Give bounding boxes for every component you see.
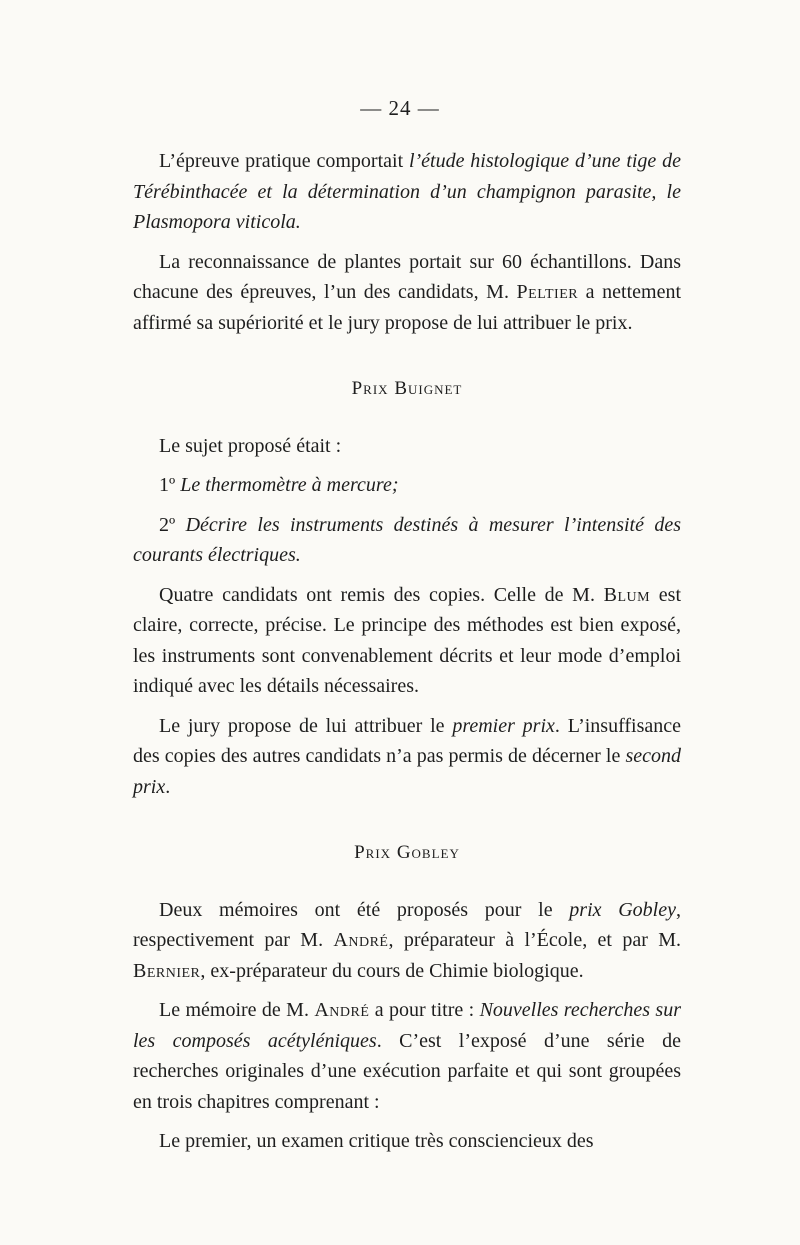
- list-item-2-text: Décrire les instruments destinés à mesurer l’intensité des courants électriques.: [133, 513, 682, 566]
- p7-text-3: . C’est l’exposé d’une série de recherches originales d’une exécution parfaite et qui sont groupées en trois chapitres comprenant :: [133, 1029, 681, 1113]
- list-item-2: [133, 510, 681, 571]
- p7-italic-1: Nouvelles recherches sur les composés acétyléniques: [133, 999, 681, 1052]
- section-heading-prix-gobley: Prix Gobley: [354, 842, 460, 863]
- p6-text-3: , préparateur à l’École, et par M.: [388, 929, 681, 951]
- page-number: — 24 —: [360, 96, 440, 120]
- p4-text-1: Quatre candidats ont remis des copies. Celle de M.: [159, 583, 604, 606]
- p5-text-1: Le jury propose de lui attribuer le: [159, 714, 453, 737]
- list-item-1-text: Le thermomètre à mercure;: [180, 474, 399, 496]
- p5-italic-2: second prix: [133, 745, 681, 798]
- paragraph-four-candidates: [133, 580, 681, 702]
- paragraph-first-chapter: Le premier, un examen critique très consciencieux des: [159, 1130, 594, 1152]
- p4-text-2: est claire, correcte, précise. Le principe des méthodes est bien exposé, les instruments sont convenablement décrits et leur mode d’emploi indiqué avec les détails nécessaires.: [133, 583, 682, 697]
- paragraph-practical-exam: [133, 146, 681, 238]
- p6-text-2: , respectivement par M.: [133, 898, 681, 951]
- p6-text-1: Deux mémoires ont été proposés pour le: [159, 898, 570, 921]
- candidate-name-andre: André: [333, 929, 389, 951]
- p2-text-2: a nettement affirmé sa supériorité et le jury propose de lui attribuer le prix.: [133, 281, 682, 334]
- p7-text-2: a pour titre :: [369, 999, 480, 1021]
- p6-text-4: , ex-préparateur du cours de Chimie biologique.: [200, 959, 584, 982]
- candidate-name-blum: Blum: [603, 583, 651, 606]
- list-item-1: [133, 470, 681, 501]
- p5-text-3: .: [165, 775, 171, 798]
- p5-text-2: . L’insuffisance des copies des autres candidats n’a pas permis de décerner le: [133, 714, 682, 767]
- paragraph-jury-proposal: [133, 711, 681, 803]
- section-heading-prix-buignet: Prix Buignet: [351, 378, 463, 399]
- p5-italic-1: premier prix: [452, 714, 555, 737]
- body-text: [133, 146, 681, 1166]
- p7-text-1: Le mémoire de M.: [159, 999, 315, 1021]
- list-item-1-number: 1º: [159, 474, 181, 496]
- candidate-name-peltier: Peltier: [516, 281, 579, 303]
- p6-italic-1: prix Gobley: [569, 898, 676, 921]
- paragraph-plant-recognition: [133, 247, 681, 339]
- p1-italic: l’étude histologique d’une tige de Térébinthacée et la détermination d’un champignon parasite, le Plasmopora viticola.: [133, 150, 681, 233]
- paragraph-two-memoirs: [133, 895, 681, 987]
- paragraph-andre-memoir: [133, 995, 681, 1117]
- candidate-name-bernier: Bernier: [133, 959, 201, 982]
- list-item-2-number: 2º: [159, 513, 186, 536]
- p2-text-1: La reconnaissance de plantes portait sur 60 échantillons. Dans chacune des épreuves, l’un des candidats, M.: [133, 250, 681, 303]
- paragraph-subject: Le sujet proposé était :: [159, 434, 342, 457]
- p1-text: L’épreuve pratique comportait: [159, 150, 409, 172]
- candidate-name-andre-2: André: [314, 999, 370, 1021]
